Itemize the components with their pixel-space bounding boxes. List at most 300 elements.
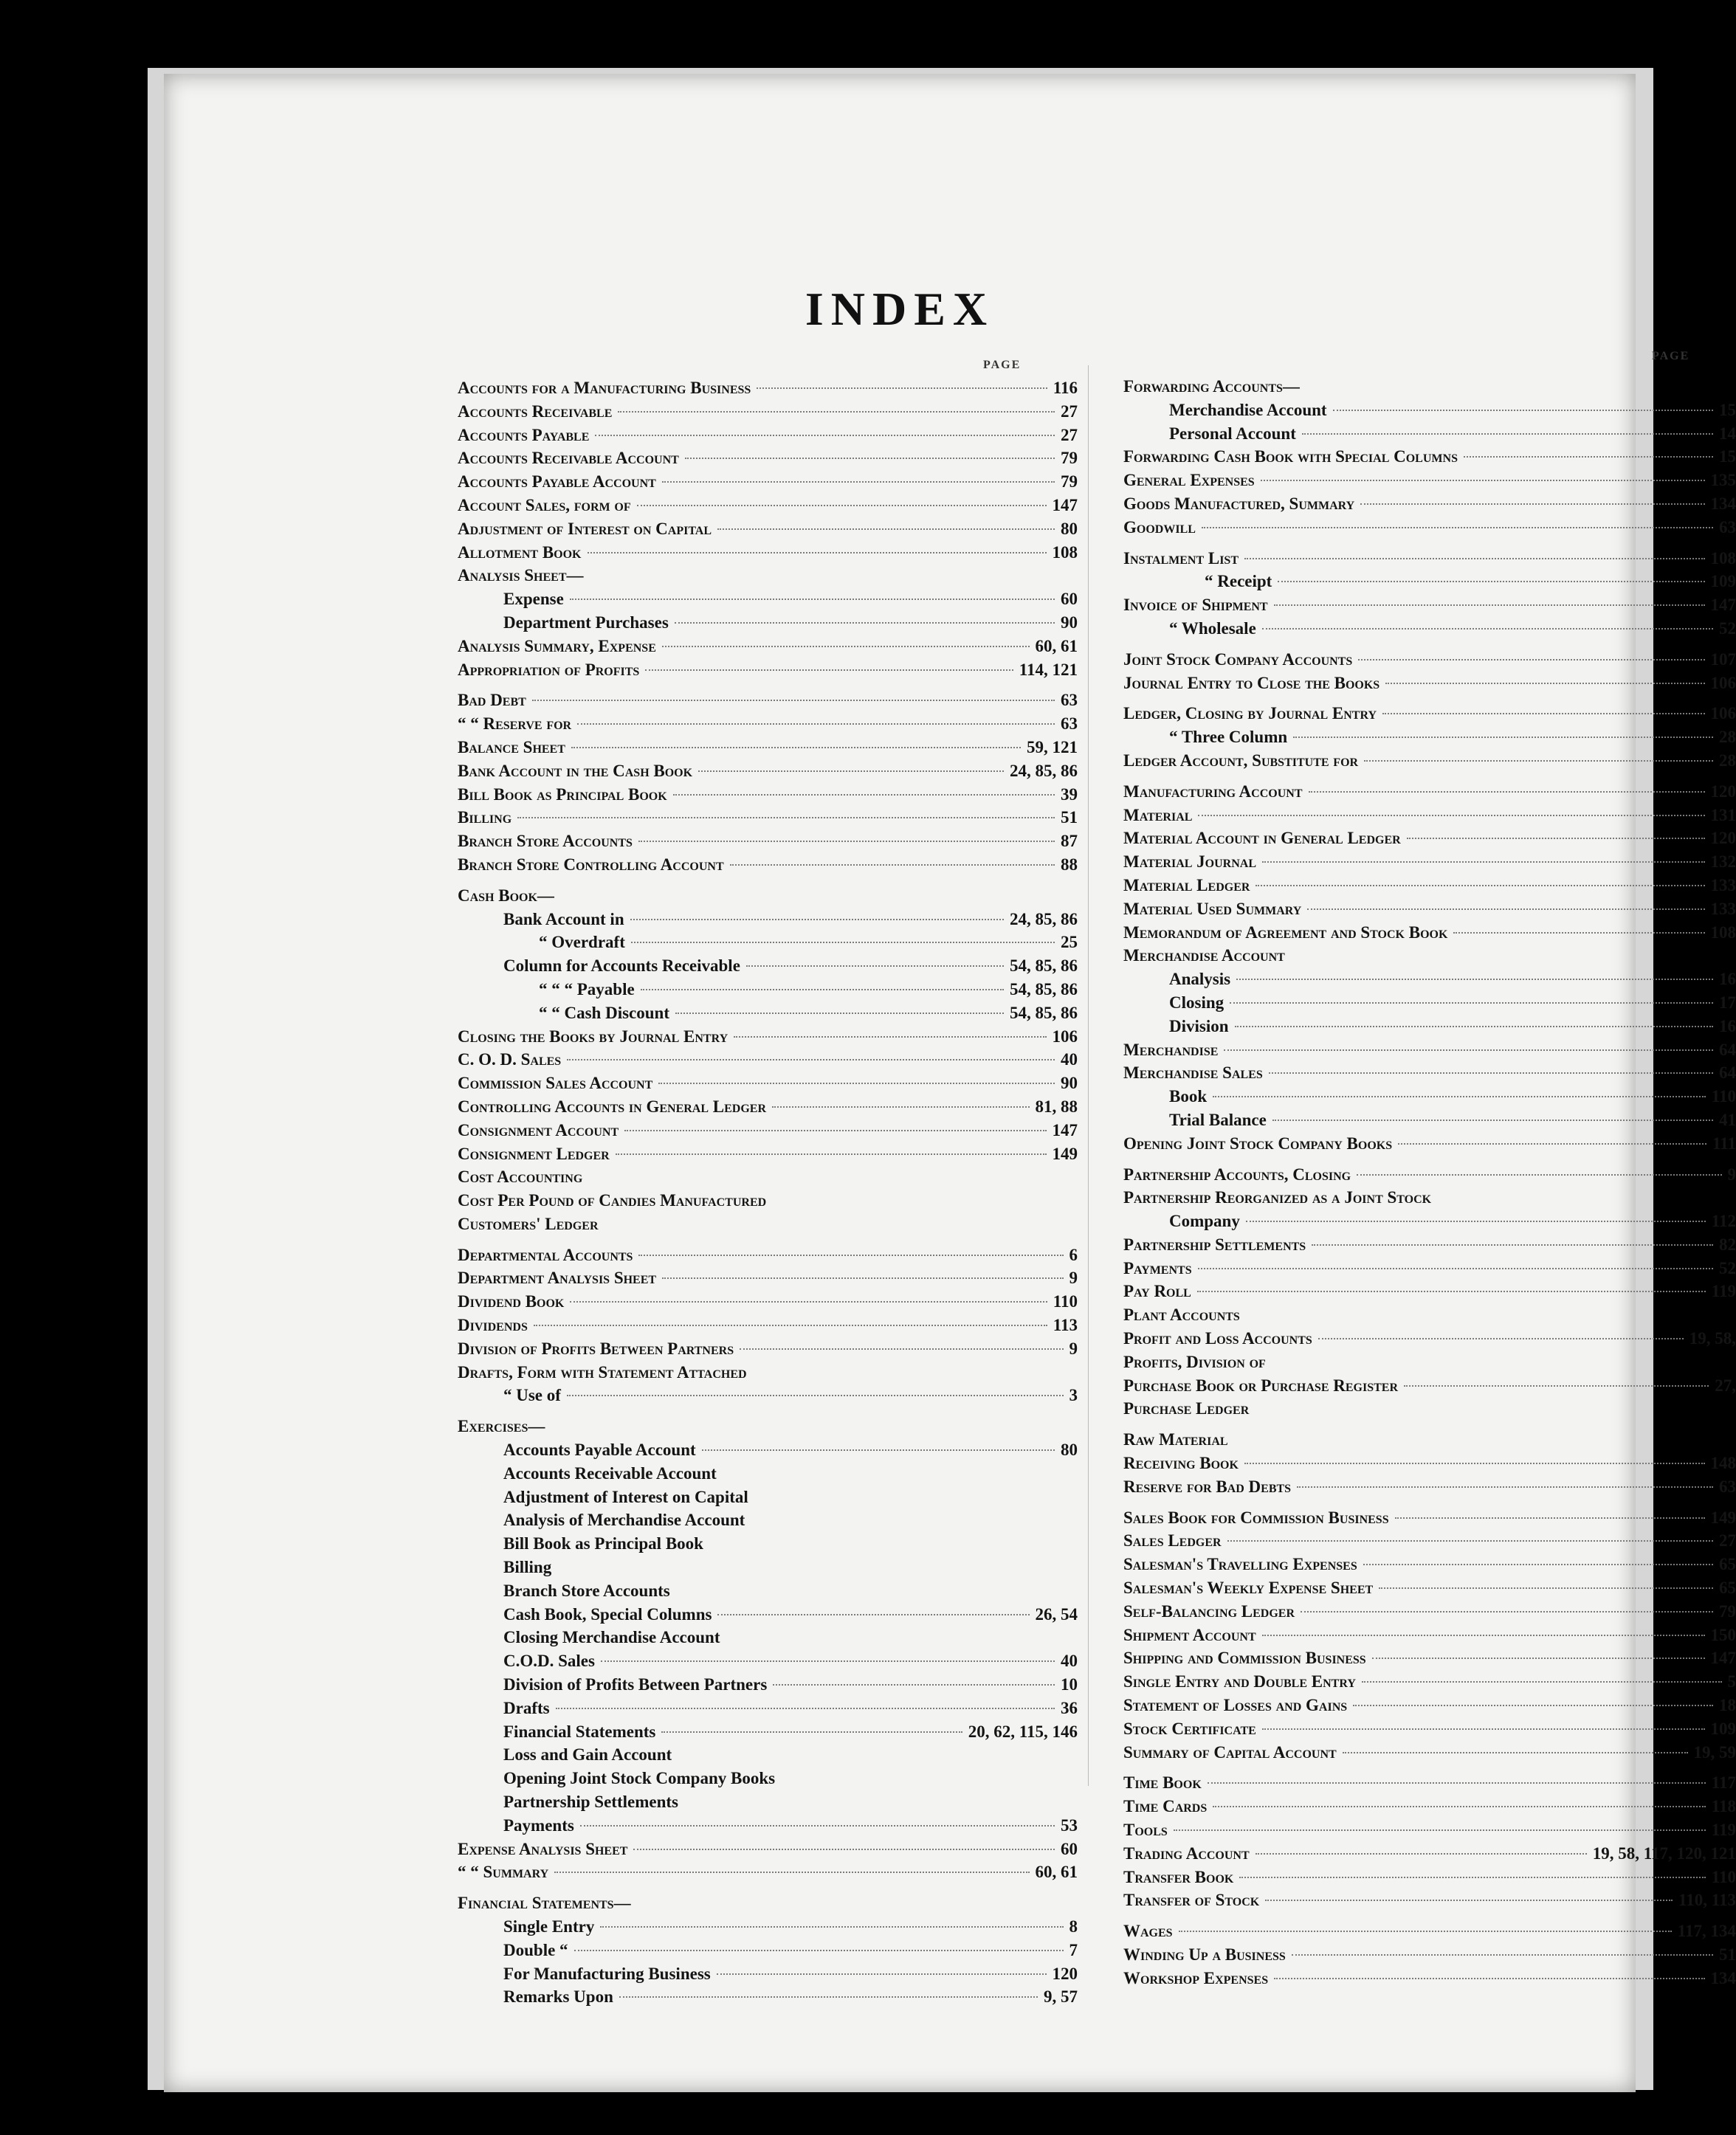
index-entry-text: Analysis Summary, Expense: [458, 636, 656, 655]
dot-leader: [1318, 1338, 1684, 1339]
index-entry-page: 27: [1061, 401, 1078, 421]
dot-leader: [661, 1731, 962, 1733]
dot-leader: [624, 1130, 1046, 1131]
index-entry: [1123, 1600, 1736, 1624]
index-entry-page: 20, 62, 115, 146: [968, 1722, 1078, 1741]
index-entry-page: 53: [1061, 1815, 1078, 1835]
index-entry-page: 15: [1719, 447, 1736, 466]
index-entry-text: Instalment List: [1123, 548, 1239, 568]
dot-leader: [1302, 433, 1713, 435]
index-entry: [458, 1556, 1078, 1579]
index-entry-page: 108: [1710, 922, 1736, 942]
dot-leader: [1362, 1681, 1722, 1683]
index-entry: [458, 1962, 1078, 1986]
dot-leader: [1208, 1782, 1706, 1784]
index-entry-text: Drafts: [503, 1698, 550, 1717]
dot-leader: [1364, 760, 1713, 762]
index-entry-page: 18: [1719, 1696, 1736, 1715]
index-entry-page: 10: [1061, 1675, 1078, 1694]
index-entry-page: 26, 54: [1035, 1604, 1078, 1624]
index-entry-text: Opening Joint Stock Company Books: [1123, 1134, 1393, 1153]
index-entry-page: 134: [1710, 494, 1736, 513]
index-entry: [458, 908, 1078, 931]
index-entry: [458, 1072, 1078, 1095]
index-entry-page: 108: [1052, 542, 1078, 562]
index-entry: [1123, 1303, 1736, 1327]
index-entry-page: 14: [1719, 424, 1736, 443]
index-entry-page: 40: [1061, 1652, 1078, 1671]
index-entry-text: Drafts, Form with Statement Attached: [458, 1362, 747, 1382]
index-entry-text: Joint Stock Company Accounts: [1123, 649, 1353, 669]
dot-leader: [631, 942, 1055, 943]
index-entry: [458, 1314, 1078, 1337]
index-entry: [458, 1165, 1078, 1189]
index-entry-page: 27,: [1715, 1376, 1736, 1395]
index-entry-page: 107: [1710, 649, 1736, 669]
index-entry: [458, 759, 1078, 783]
index-entry-text: Branch Store Controlling Account: [458, 855, 724, 874]
index-entry: [458, 829, 1078, 853]
index-entry-text: Analysis: [1169, 970, 1231, 989]
dot-leader: [1398, 1143, 1706, 1145]
dot-leader: [1312, 1244, 1713, 1246]
index-entry-page: 41: [1719, 1110, 1736, 1129]
dot-leader: [638, 841, 1055, 842]
index-entry: [1123, 1475, 1736, 1499]
dot-leader: [1213, 1806, 1706, 1807]
dot-leader: [1262, 1635, 1705, 1636]
index-entry: [458, 1814, 1078, 1838]
index-entry-text: Expense Analysis Sheet: [458, 1839, 628, 1858]
index-entry: [458, 611, 1078, 635]
index-entry: [1123, 1428, 1736, 1452]
index-entry-page: 132: [1710, 852, 1736, 872]
index-entry-text: Material Journal: [1123, 852, 1257, 872]
index-entry: [458, 1337, 1078, 1361]
index-entry-page: 16: [1719, 970, 1736, 989]
index-entry-text: Memorandum of Agreement and Stock Book: [1123, 922, 1448, 942]
index-entry-text: Book: [1169, 1087, 1208, 1106]
index-entry-text: Opening Joint Stock Company Books: [503, 1769, 776, 1788]
index-entry: [1123, 1576, 1736, 1600]
index-entry: [1123, 1624, 1736, 1647]
index-entry-text: “ Receipt: [1205, 572, 1272, 591]
index-entry-page: 15: [1719, 400, 1736, 419]
index-entry: [458, 1361, 1078, 1384]
index-entry-text: Cost Accounting: [458, 1167, 583, 1187]
index-entry-text: Bill Book as Principal Book: [503, 1534, 703, 1553]
dot-leader: [746, 965, 1004, 967]
dot-leader: [717, 1614, 1029, 1615]
index-entry-text: Cost Per Pound of Candies Manufactured: [458, 1191, 767, 1210]
index-entry-text: Personal Account: [1169, 424, 1296, 443]
index-entry: [1123, 1163, 1736, 1187]
dot-leader: [1297, 1486, 1713, 1488]
dot-leader: [633, 1849, 1055, 1850]
index-entry-text: Accounts Receivable: [458, 401, 613, 421]
dot-leader: [1174, 1829, 1706, 1831]
dot-leader: [1262, 628, 1713, 630]
dot-leader: [734, 1036, 1046, 1038]
index-entry: [1123, 1694, 1736, 1717]
index-entry-text: Shipment Account: [1123, 1625, 1256, 1644]
index-entry-page: 118: [1711, 1797, 1736, 1816]
dot-leader: [638, 1255, 1063, 1256]
index-entry-page: 60: [1061, 590, 1078, 609]
index-entry: [458, 853, 1078, 877]
index-entry-text: Bank Account in the Cash Book: [458, 761, 693, 780]
index-entry: [458, 1119, 1078, 1142]
index-entry-text: “ “ “ Payable: [539, 979, 635, 998]
dot-leader: [662, 646, 1030, 647]
index-entry: [458, 978, 1078, 1001]
index-entry: [1123, 1327, 1736, 1351]
index-entry-text: Appropriation of Profits: [458, 660, 640, 679]
index-entry-page: 106: [1052, 1027, 1078, 1046]
index-entry-text: Remarks Upon: [503, 1987, 613, 2007]
index-entry: [1123, 991, 1736, 1015]
index-entry-text: “ “ Reserve for: [458, 714, 572, 734]
index-entry-page: 79: [1061, 472, 1078, 492]
index-entry-page: 148: [1710, 1454, 1736, 1473]
dot-leader: [1372, 1658, 1705, 1659]
index-entry-text: Division of Profits Between Partners: [503, 1675, 768, 1694]
index-entry-page: 80: [1061, 519, 1078, 538]
index-entry-page: 65: [1719, 1579, 1736, 1598]
index-entry: [458, 1244, 1078, 1267]
index-entry: [1123, 897, 1736, 921]
index-entry: [458, 1384, 1078, 1407]
index-entry-page: 119: [1711, 1821, 1736, 1840]
index-entry-page: 147: [1710, 1649, 1736, 1668]
dot-leader: [1278, 581, 1704, 582]
dot-leader: [554, 1872, 1029, 1873]
dot-leader: [1382, 713, 1704, 714]
index-entry-page: 63: [1061, 714, 1078, 734]
index-entry-page: 147: [1052, 1120, 1078, 1139]
index-entry-page: 9: [1727, 1165, 1736, 1184]
index-entry-page: 79: [1061, 449, 1078, 468]
dot-leader: [698, 770, 1004, 772]
index-entry-page: 113: [1053, 1316, 1078, 1335]
index-entry: [458, 470, 1078, 494]
index-entry-text: Profits, Division of: [1123, 1352, 1266, 1371]
index-entry-page: 111: [1712, 1134, 1736, 1153]
dot-leader: [1197, 1291, 1706, 1292]
index-entry: [1123, 1132, 1736, 1156]
index-entry: [1123, 725, 1736, 749]
dot-leader: [1262, 861, 1704, 863]
index-entry: [458, 1001, 1078, 1025]
index-entry: [1123, 422, 1736, 446]
index-entry: [458, 1720, 1078, 1744]
index-entry: [458, 884, 1078, 908]
index-entry-page: 90: [1061, 1074, 1078, 1093]
index-entry-text: General Expenses: [1123, 471, 1255, 490]
dot-leader: [1256, 1853, 1587, 1855]
index-entry: [458, 1213, 1078, 1236]
dot-leader: [600, 1926, 1063, 1928]
index-entry: [1123, 1186, 1736, 1210]
index-entry-page: 63: [1719, 517, 1736, 537]
index-entry: [458, 1508, 1078, 1532]
index-entry-text: Accounts Payable Account: [503, 1441, 696, 1460]
index-entry: [1123, 1889, 1736, 1912]
index-entry-text: Closing Merchandise Account: [503, 1628, 720, 1647]
index-entry-text: Division: [1169, 1016, 1229, 1035]
index-entry: [1123, 1038, 1736, 1062]
dot-leader: [534, 1325, 1047, 1326]
index-entry-page: 82: [1719, 1235, 1736, 1254]
index-entry-page: 133: [1710, 875, 1736, 894]
index-entry-page: 147: [1710, 596, 1736, 615]
index-entry: [458, 376, 1078, 400]
index-entry: [458, 1626, 1078, 1649]
index-entry-text: Consignment Ledger: [458, 1144, 610, 1163]
dot-leader: [662, 481, 1055, 483]
index-entry: [1123, 1452, 1736, 1475]
index-entry-page: 24, 85, 86: [1010, 761, 1078, 780]
index-entry-text: Accounts for a Manufacturing Business: [458, 379, 751, 397]
dot-leader: [1235, 1026, 1713, 1027]
index-entry-page: 116: [1053, 379, 1078, 397]
index-entry-text: Merchandise: [1123, 1040, 1219, 1059]
index-entry: [458, 1838, 1078, 1861]
index-entry-page: 16: [1719, 1016, 1736, 1035]
index-entry: [1123, 1741, 1736, 1765]
index-entry-text: Winding Up a Business: [1123, 1945, 1286, 1964]
index-column-right: [1123, 375, 1736, 1990]
index-entry-page: 54, 85, 86: [1010, 956, 1078, 976]
index-entry-text: Allotment Book: [458, 542, 582, 562]
page-column-heading-left: PAGE: [983, 359, 1022, 371]
index-entry-text: Department Analysis Sheet: [458, 1269, 657, 1288]
dot-leader: [1213, 1096, 1706, 1097]
index-entry: [1123, 1257, 1736, 1280]
index-entry: [1123, 850, 1736, 874]
index-entry-text: Analysis of Merchandise Account: [503, 1511, 745, 1530]
index-entry-text: Accounts Payable Account: [458, 472, 656, 492]
index-entry-page: 19, 58,: [1689, 1329, 1736, 1348]
index-entry-text: Purchase Ledger: [1123, 1399, 1250, 1418]
dot-leader: [730, 864, 1055, 866]
index-entry-text: Closing the Books by Journal Entry: [458, 1027, 728, 1046]
index-entry: [458, 587, 1078, 611]
index-entry-text: Partnership Accounts, Closing: [1123, 1165, 1351, 1184]
index-entry: [1123, 1818, 1736, 1842]
dot-leader: [1274, 604, 1705, 606]
index-entry-text: Bank Account in: [503, 909, 624, 928]
index-entry-text: Single Entry and Double Entry: [1123, 1672, 1356, 1691]
index-entry-text: Payments: [1123, 1258, 1192, 1277]
index-entry-text: Adjustment of Interest on Capital: [503, 1487, 748, 1506]
index-entry-text: Double “: [503, 1940, 568, 1959]
index-entry: [458, 635, 1078, 658]
dot-leader: [637, 505, 1047, 506]
index-entry: [1123, 1943, 1736, 1967]
dot-leader: [1385, 683, 1704, 684]
index-entry-text: Partnership Settlements: [503, 1793, 678, 1812]
dot-leader: [1363, 1564, 1713, 1565]
index-entry: [458, 446, 1078, 470]
dot-leader: [1301, 1611, 1713, 1613]
index-entry-page: 79: [1719, 1601, 1736, 1621]
dot-leader: [580, 1825, 1055, 1827]
index-entry: [1123, 1374, 1736, 1398]
index-entry-text: Single Entry: [503, 1917, 595, 1936]
index-entry-page: 59, 121: [1027, 737, 1078, 756]
index-entry-text: Material Used Summary: [1123, 899, 1302, 918]
index-entry-text: Branch Store Accounts: [503, 1581, 670, 1600]
index-entry: [1123, 375, 1736, 399]
index-entry: [1123, 570, 1736, 593]
index-entry-page: 9: [1069, 1339, 1078, 1358]
index-entry-page: 8: [1069, 1917, 1078, 1936]
page-column-heading-right: PAGE: [1652, 350, 1690, 362]
index-entry-text: Workshop Expenses: [1123, 1968, 1269, 1987]
dot-leader: [1262, 1728, 1705, 1730]
index-entry: [1123, 1061, 1736, 1085]
index-entry-text: Customers' Ledger: [458, 1214, 599, 1233]
index-entry-page: 119: [1711, 1282, 1736, 1301]
dot-leader: [757, 387, 1047, 389]
index-entry: [1123, 968, 1736, 991]
index-entry: [458, 1095, 1078, 1119]
index-entry-text: Account Sales, form of: [458, 495, 631, 514]
index-entry: [1123, 1967, 1736, 1990]
dot-leader: [619, 1996, 1038, 1998]
index-entry-text: C. O. D. Sales: [458, 1050, 562, 1069]
dot-leader: [1236, 979, 1713, 980]
dot-leader: [1256, 885, 1704, 886]
index-entry-text: “ “ Summary: [458, 1863, 549, 1882]
index-column-left: [458, 376, 1078, 2009]
index-entry: [458, 1486, 1078, 1509]
dot-leader: [662, 1277, 1063, 1279]
index-entry: [1123, 1920, 1736, 1943]
index-entry-text: Loss and Gain Account: [503, 1745, 672, 1765]
dot-leader: [1224, 1049, 1713, 1051]
index-entry-text: Financial Statements: [503, 1722, 656, 1741]
index-entry-text: Department Purchases: [503, 613, 669, 632]
index-entry: [458, 736, 1078, 759]
index-entry-text: For Manufacturing Business: [503, 1964, 711, 1983]
index-entry: [1123, 1210, 1736, 1233]
page-title: INDEX: [805, 283, 995, 335]
index-entry: [1123, 921, 1736, 945]
index-entry: [1123, 648, 1736, 672]
index-entry: [458, 1915, 1078, 1939]
dot-leader: [1309, 791, 1705, 793]
dot-leader: [1360, 503, 1704, 505]
index-entry: [458, 1266, 1078, 1290]
index-entry-text: Trading Account: [1123, 1843, 1250, 1863]
index-entry: [1123, 1771, 1736, 1795]
index-entry-text: Sales Book for Commission Business: [1123, 1508, 1389, 1527]
index-entry: [458, 1438, 1078, 1462]
index-entry: [1123, 1529, 1736, 1553]
dot-leader: [641, 989, 1004, 990]
index-entry-page: 5: [1727, 1672, 1736, 1691]
index-entry-text: Analysis Sheet—: [458, 566, 584, 585]
index-entry-text: Company: [1169, 1212, 1240, 1231]
dot-leader: [1272, 1120, 1713, 1121]
dot-leader: [645, 669, 1013, 671]
index-entry: [1123, 944, 1736, 968]
index-entry-text: Branch Store Accounts: [458, 832, 633, 851]
dot-leader: [658, 1083, 1055, 1084]
dot-leader: [1227, 1540, 1713, 1542]
index-entry-text: Accounts Receivable Account: [503, 1463, 717, 1483]
index-entry-text: “ Three Column: [1169, 728, 1288, 747]
index-entry: [458, 954, 1078, 978]
index-entry-page: 65: [1719, 1555, 1736, 1574]
index-entry-text: Financial Statements—: [458, 1894, 631, 1913]
index-entry-text: Sales Ledger: [1123, 1531, 1222, 1551]
index-entry: [1123, 593, 1736, 617]
index-entry-page: 110: [1711, 1087, 1736, 1106]
dot-leader: [556, 1708, 1055, 1709]
dot-leader: [1379, 1587, 1713, 1589]
index-entry: [1123, 827, 1736, 850]
index-entry: [1123, 1646, 1736, 1670]
dot-leader: [1404, 1385, 1709, 1387]
index-entry-page: 40: [1061, 1050, 1078, 1069]
index-entry: [458, 783, 1078, 807]
index-entry-page: 117: [1711, 1773, 1736, 1793]
index-entry-page: 28: [1719, 751, 1736, 770]
index-entry: [1123, 874, 1736, 897]
index-entry: [458, 689, 1078, 712]
index-entry: [1123, 1280, 1736, 1303]
index-entry: [458, 1697, 1078, 1720]
dot-leader: [717, 528, 1055, 530]
index-entry-page: 60, 61: [1035, 636, 1078, 655]
dot-leader: [685, 458, 1055, 459]
index-entry-text: Statement of Losses and Gains: [1123, 1696, 1348, 1715]
index-entry-text: Receiving Book: [1123, 1454, 1239, 1473]
index-entry-text: Salesman's Weekly Expense Sheet: [1123, 1579, 1374, 1598]
column-divider: [1088, 365, 1089, 1786]
index-entry-text: Dividend Book: [458, 1292, 565, 1311]
index-entry-text: Ledger, Closing by Journal Entry: [1123, 704, 1377, 723]
index-entry: [458, 1048, 1078, 1072]
index-entry: [1123, 1233, 1736, 1257]
index-entry-page: 112: [1711, 1212, 1736, 1231]
index-entry-text: Forwarding Accounts—: [1123, 377, 1300, 396]
index-entry: [458, 1790, 1078, 1814]
index-entry-page: 25: [1061, 933, 1078, 952]
index-entry-text: Column for Accounts Receivable: [503, 956, 740, 976]
index-entry-text: Summary of Capital Account: [1123, 1742, 1337, 1762]
dot-leader: [1230, 1002, 1713, 1004]
index-entry-text: Adjustment of Interest on Capital: [458, 519, 712, 538]
dot-leader: [1244, 1463, 1705, 1464]
index-entry: [1123, 492, 1736, 516]
index-entry: [458, 1767, 1078, 1790]
dot-leader: [740, 1348, 1063, 1350]
index-entry-page: 110: [1053, 1292, 1078, 1311]
index-entry-page: 19, 59: [1693, 1742, 1736, 1762]
index-entry-text: Cash Book—: [458, 886, 554, 905]
index-entry: [1123, 1717, 1736, 1741]
dot-leader: [577, 723, 1055, 725]
index-entry-text: Billing: [503, 1558, 552, 1577]
index-entry-text: Billing: [458, 808, 512, 827]
index-entry: [458, 806, 1078, 829]
index-entry-text: Division of Profits Between Partners: [458, 1339, 734, 1358]
index-entry-text: Merchandise Account: [1169, 400, 1327, 419]
